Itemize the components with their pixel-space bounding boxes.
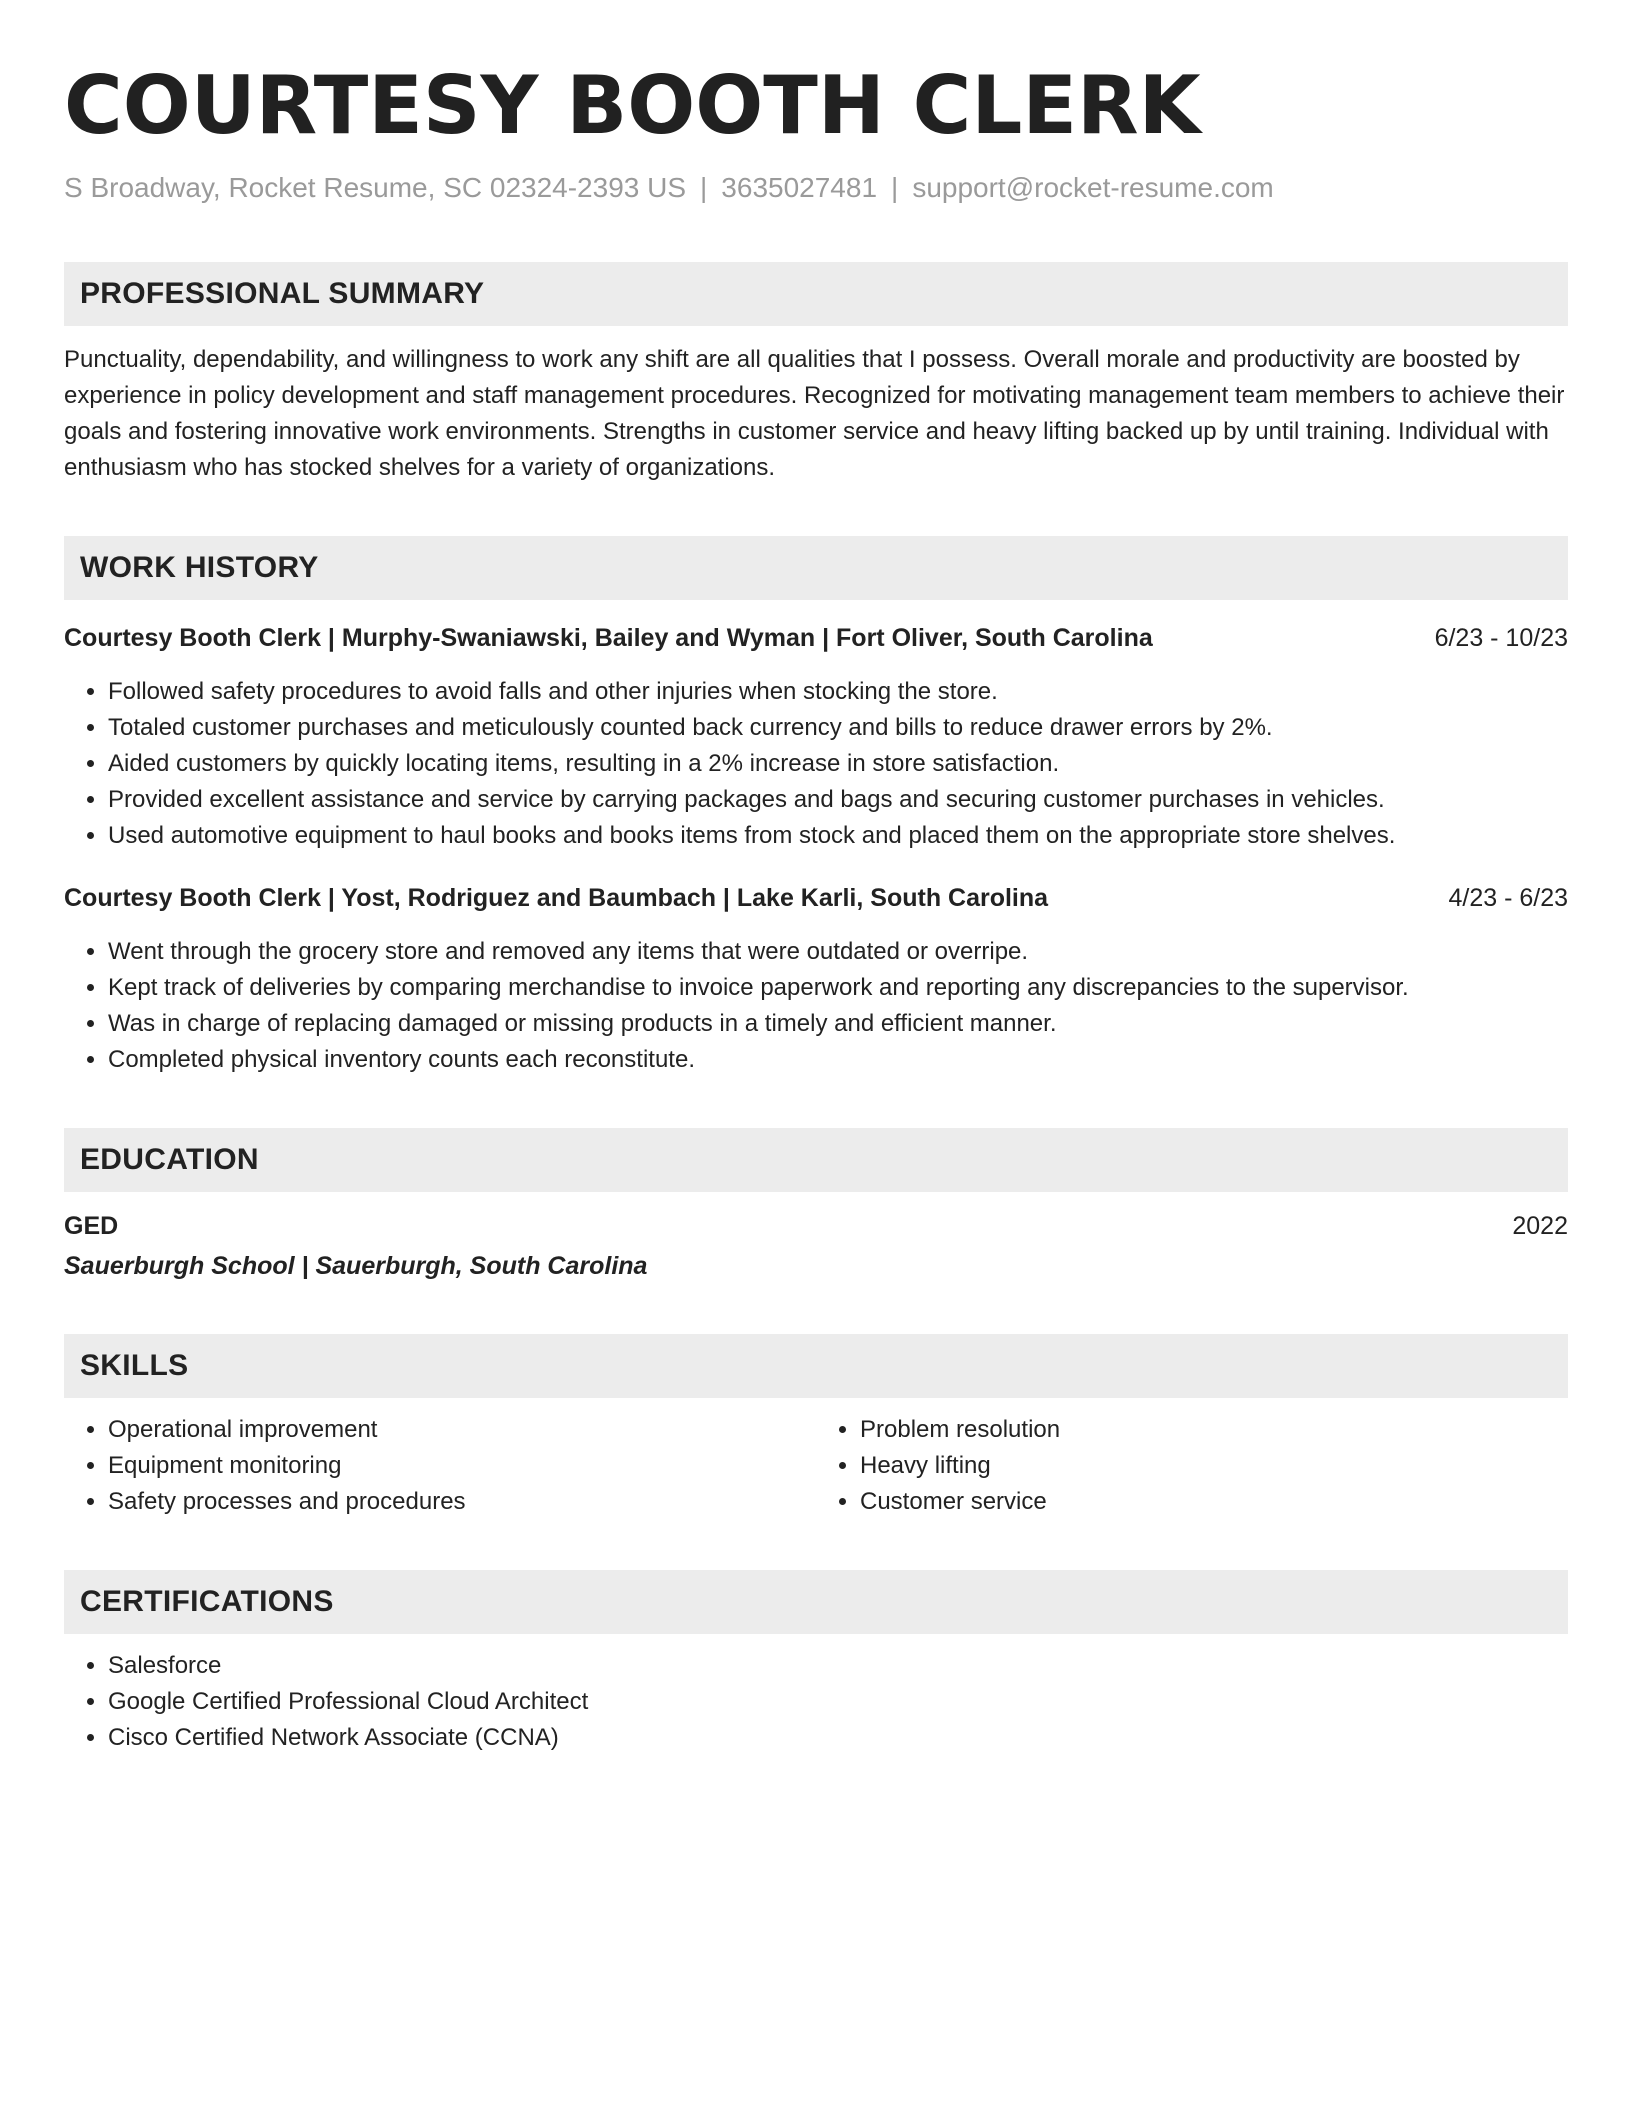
job-header [64, 880, 1568, 916]
skills-column-right [816, 1412, 1568, 1520]
skill-item: • Operational improvement [108, 1412, 816, 1448]
job-bullets [64, 934, 1568, 1078]
job-title: Courtesy Booth Clerk | Yost, Rodriguez and Baumbach | Lake Karli, South Carolina [64, 884, 1049, 912]
section-heading-education: EDUCATION [64, 1128, 1568, 1192]
education-year: 2022 [1512, 1212, 1568, 1240]
certifications-list [64, 1648, 1568, 1756]
job-dates: 4/23 - 6/23 [1448, 884, 1568, 912]
contact-email: support@rocket-resume.com [912, 172, 1274, 203]
skills-column-left [64, 1412, 816, 1520]
certification-item: • Salesforce [108, 1648, 1568, 1684]
job-bullet: • Was in charge of replacing damaged or missing products in a timely and efficient manner. [108, 1006, 1568, 1042]
contact-line [64, 168, 1568, 208]
contact-address: S Broadway, Rocket Resume, SC 02324-2393 US [64, 172, 687, 203]
job-bullets [64, 674, 1568, 854]
job-bullet: • Totaled customer purchases and meticulously counted back currency and bills to reduce drawer errors by 2%. [108, 710, 1568, 746]
section-heading-work-history: WORK HISTORY [64, 536, 1568, 600]
contact-separator: | [891, 172, 899, 203]
contact-separator: | [700, 172, 708, 203]
certification-item: • Google Certified Professional Cloud Architect [108, 1684, 1568, 1720]
section-heading-summary: PROFESSIONAL SUMMARY [64, 262, 1568, 326]
skill-item: • Equipment monitoring [108, 1448, 816, 1484]
skill-item: • Safety processes and procedures [108, 1484, 816, 1520]
skills-grid [64, 1412, 1568, 1520]
education-header [64, 1208, 1568, 1244]
section-heading-skills: SKILLS [64, 1334, 1568, 1398]
job-entry [64, 620, 1568, 854]
job-title: Courtesy Booth Clerk | Murphy-Swaniawski, Bailey and Wyman | Fort Oliver, South Carolina [64, 624, 1153, 652]
education-degree: GED [64, 1212, 119, 1240]
candidate-name: COURTESY BOOTH CLERK [64, 59, 1201, 152]
summary-text: Punctuality, dependability, and willingness to work any shift are all qualities that I possess. Overall morale and productivity are boosted by experience in policy development and staff management procedures. Recognized for motivating management team members to achieve their goals and fostering innovative work environments. Strengths in customer service and heavy lifting backed up by until training. Individual with enthusiasm who has stocked shelves for a variety of organizations. [64, 346, 1565, 481]
contact-phone: 3635027481 [721, 172, 878, 203]
job-header [64, 620, 1568, 656]
job-entry [64, 880, 1568, 1078]
skill-item: • Heavy lifting [860, 1448, 1568, 1484]
job-bullet: • Aided customers by quickly locating items, resulting in a 2% increase in store satisfaction. [108, 746, 1568, 782]
job-bullet: • Completed physical inventory counts each reconstitute. [108, 1042, 1568, 1078]
job-bullet: • Went through the grocery store and removed any items that were outdated or overripe. [108, 934, 1568, 970]
job-bullet: • Kept track of deliveries by comparing merchandise to invoice paperwork and reporting any discrepancies to the supervisor. [108, 970, 1568, 1006]
section-heading-certifications: CERTIFICATIONS [64, 1570, 1568, 1634]
certification-item: • Cisco Certified Network Associate (CCNA) [108, 1720, 1568, 1756]
job-dates: 6/23 - 10/23 [1434, 624, 1568, 652]
job-bullet: • Provided excellent assistance and service by carrying packages and bags and securing customer purchases in vehicles. [108, 782, 1568, 818]
job-bullet: • Used automotive equipment to haul books and books items from stock and placed them on the appropriate store shelves. [108, 818, 1568, 854]
skill-item: • Problem resolution [860, 1412, 1568, 1448]
skill-item: • Customer service [860, 1484, 1568, 1520]
education-school: Sauerburgh School | Sauerburgh, South Carolina [64, 1252, 648, 1280]
job-bullet: • Followed safety procedures to avoid falls and other injuries when stocking the store. [108, 674, 1568, 710]
certifications-bullets [64, 1648, 1568, 1756]
